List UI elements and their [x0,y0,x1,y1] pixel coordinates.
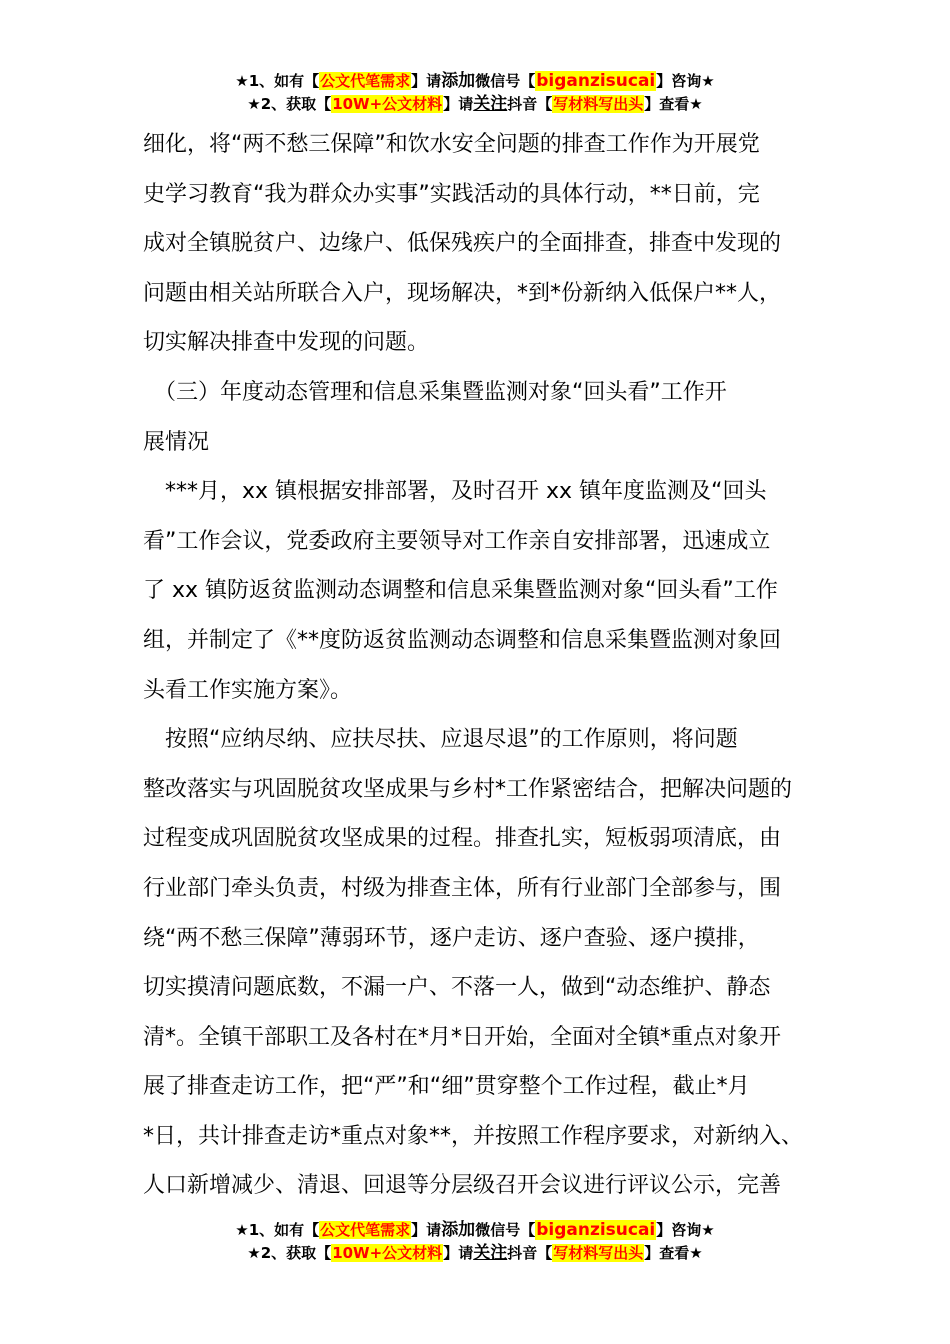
highlight-material: 10W+公文材料 [332,95,443,113]
banner-text: 】请 [411,72,442,90]
banner-text: 】请 [443,95,474,113]
body-line: 问题由相关站所联合入户，现场解决，*到*份新纳入低保户**人， [143,280,782,306]
banner-text: 微信号【 [475,72,536,90]
document-body [143,120,809,1211]
body-line: 按照“应纳尽纳、应扶尽扶、应退尽退”的工作原则，将问题 [143,727,738,753]
body-line: 整改落实与巩固脱贫攻坚成果与乡村*工作紧密结合，把解决问题的 [143,776,793,802]
banner-text: 】查看★ [644,1244,703,1262]
body-line: 组，并制定了《**度防返贫监测动态调整和信息采集暨监测对象回 [143,627,782,653]
banner-text: ★1、如有【 [235,72,320,90]
banner-text: 】查看★ [644,95,703,113]
highlight-account: 写材料写出头 [553,95,644,113]
body-line: ***月，xx 镇根据安排部署，及时召开 xx 镇年度监测及“回头 [143,479,767,505]
highlight-material: 10W+公文材料 [332,1244,443,1262]
highlight-need: 公文代笔需求 [320,72,411,90]
banner-emphasis: 添加 [441,1220,476,1240]
body-line: 史学习教育“我为群众办实事”实践活动的具体行动，**日前，完 [143,181,760,207]
body-line: 看”工作会议，党委政府主要领导对工作亲自安排部署，迅速成立 [143,528,771,554]
body-line: 了 xx 镇防返贫监测动态调整和信息采集暨监测对象“回头看”工作 [143,578,778,604]
highlight-need: 公文代笔需求 [320,1221,411,1239]
body-line: 绕“两不愁三保障”薄弱环节，逐户走访、逐户查验、逐户摸排， [143,925,760,951]
body-line: 细化，将“两不愁三保障”和饮水安全问题的排查工作作为开展党 [143,132,760,157]
banner-text: 抖音【 [507,1244,553,1262]
banner-text: 微信号【 [475,1221,536,1239]
section-heading: 展情况 [143,429,210,455]
banner-emphasis: 添加 [441,71,476,91]
body-line: 行业部门牵头负责，村级为排查主体，所有行业部门全部参与，围 [143,875,782,901]
banner-emphasis: 关注 [473,1243,508,1263]
body-line: 头看工作实施方案》。 [143,677,353,703]
highlight-wechat: biganzisucai [536,1220,656,1240]
banner-line-1 [0,70,950,93]
banner-text: 】咨询★ [656,1221,715,1239]
banner-text: 抖音【 [507,95,553,113]
header-banner [0,70,950,116]
banner-line-1 [0,1219,950,1242]
highlight-wechat: biganzisucai [536,71,656,91]
banner-text: ★2、获取【 [247,1244,332,1262]
highlight-account: 写材料写出头 [553,1244,644,1262]
footer-banner [0,1219,950,1265]
body-line: 展了排查走访工作，把“严”和“细”贯穿整个工作过程，截止*月 [143,1074,750,1100]
body-line: 切实解决排查中发现的问题。 [143,330,430,356]
body-line: 成对全镇脱贫户、边缘户、低保残疾户的全面排查，排查中发现的 [143,231,782,257]
banner-text: ★2、获取【 [247,95,332,113]
banner-line-2 [0,93,950,116]
section-heading: （三）年度动态管理和信息采集暨监测对象“回头看”工作开 [143,379,727,405]
body-line: 切实摸清问题底数，不漏一户、不落一人，做到“动态维护、静态 [143,975,771,1001]
banner-text: 】请 [411,1221,442,1239]
banner-emphasis: 关注 [473,94,508,114]
body-line: 人口新增减少、清退、回退等分层级召开会议进行评议公示，完善 [143,1173,782,1199]
body-line: 过程变成巩固脱贫攻坚成果的过程。排查扎实，短板弱项清底，由 [143,826,782,852]
banner-text: 】咨询★ [656,72,715,90]
body-line: *日，共计排查走访*重点对象**，并按照工作程序要求，对新纳入、 [143,1123,804,1149]
banner-text: 】请 [443,1244,474,1262]
banner-text: ★1、如有【 [235,1221,320,1239]
banner-line-2 [0,1242,950,1265]
body-line: 清*。全镇干部职工及各村在*月*日开始，全面对全镇*重点对象开 [143,1024,782,1050]
